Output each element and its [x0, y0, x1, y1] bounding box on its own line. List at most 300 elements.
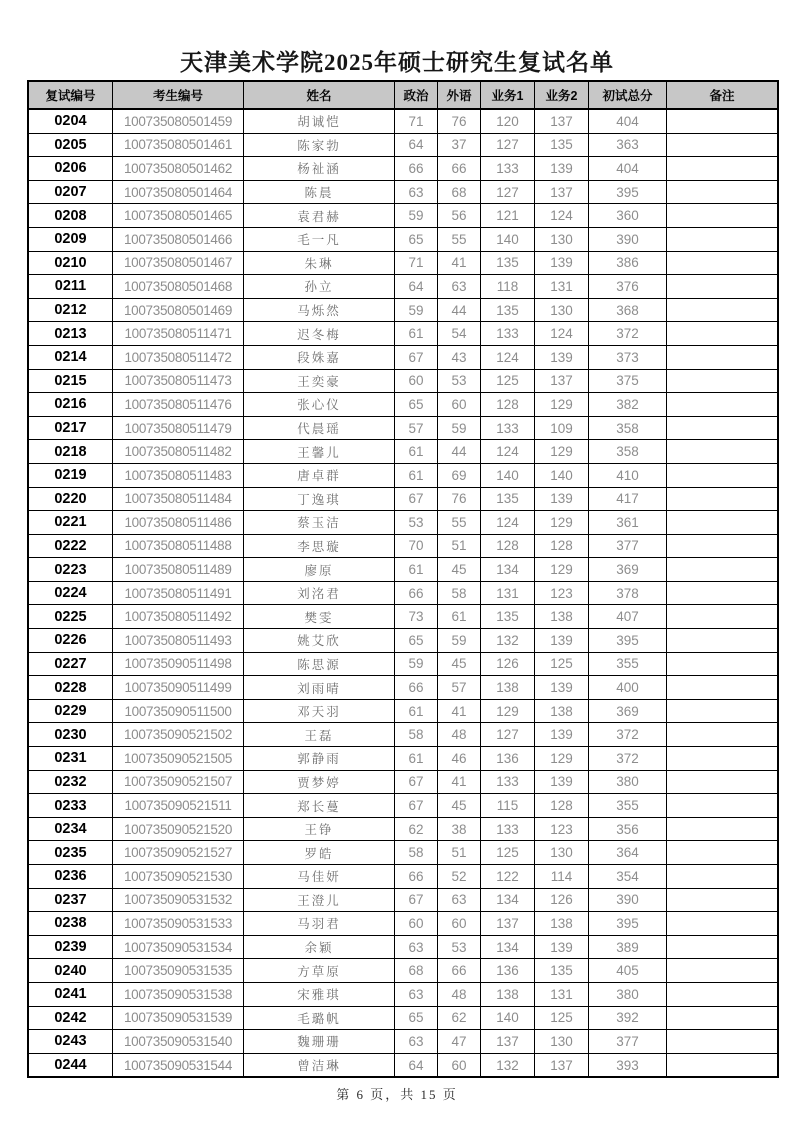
cell-politics: 61: [395, 699, 438, 723]
page-title: 天津美术学院2025年硕士研究生复试名单: [180, 50, 614, 75]
cell-total-score: 389: [589, 935, 667, 959]
cell-fushi-no: 0222: [28, 534, 113, 558]
cell-name: 陈家勃: [244, 133, 395, 157]
cell-remark: [667, 747, 779, 771]
cell-total-score: 355: [589, 794, 667, 818]
cell-politics: 66: [395, 157, 438, 181]
cell-remark: [667, 794, 779, 818]
cell-politics: 63: [395, 1030, 438, 1054]
cell-major2: 139: [535, 157, 589, 181]
cell-kaosheng-no: 100735090531534: [113, 935, 244, 959]
cell-total-score: 390: [589, 227, 667, 251]
cell-fushi-no: 0230: [28, 723, 113, 747]
cell-remark: [667, 629, 779, 653]
cell-major2: 129: [535, 393, 589, 417]
cell-name: 曾洁琳: [244, 1053, 395, 1077]
cell-total-score: 354: [589, 865, 667, 889]
column-header-total-score: 初试总分: [589, 81, 667, 109]
cell-major1: 134: [481, 888, 535, 912]
table-row: [28, 440, 778, 464]
cell-foreign-language: 53: [438, 935, 481, 959]
cell-remark: [667, 109, 779, 133]
cell-remark: [667, 157, 779, 181]
table-row: [28, 322, 778, 346]
cell-politics: 73: [395, 605, 438, 629]
cell-name: 王磊: [244, 723, 395, 747]
cell-major1: 132: [481, 629, 535, 653]
table-header: [28, 81, 778, 109]
table-row: [28, 463, 778, 487]
cell-major1: 125: [481, 369, 535, 393]
cell-major2: 124: [535, 204, 589, 228]
cell-foreign-language: 69: [438, 463, 481, 487]
cell-major1: 136: [481, 747, 535, 771]
cell-foreign-language: 55: [438, 227, 481, 251]
cell-name: 马烁然: [244, 298, 395, 322]
cell-fushi-no: 0225: [28, 605, 113, 629]
table-row: [28, 1030, 778, 1054]
cell-total-score: 404: [589, 157, 667, 181]
cell-kaosheng-no: 100735090521502: [113, 723, 244, 747]
cell-kaosheng-no: 100735080511483: [113, 463, 244, 487]
table-row: [28, 935, 778, 959]
cell-remark: [667, 581, 779, 605]
cell-politics: 59: [395, 652, 438, 676]
cell-fushi-no: 0229: [28, 699, 113, 723]
cell-total-score: 373: [589, 345, 667, 369]
cell-major1: 126: [481, 652, 535, 676]
cell-fushi-no: 0205: [28, 133, 113, 157]
cell-remark: [667, 982, 779, 1006]
table-row: [28, 1006, 778, 1030]
cell-fushi-no: 0228: [28, 676, 113, 700]
cell-kaosheng-no: 100735090521507: [113, 770, 244, 794]
cell-major2: 139: [535, 251, 589, 275]
cell-politics: 64: [395, 1053, 438, 1077]
cell-politics: 68: [395, 959, 438, 983]
table-row: [28, 982, 778, 1006]
cell-kaosheng-no: 100735080511492: [113, 605, 244, 629]
cell-politics: 61: [395, 440, 438, 464]
cell-major2: 139: [535, 723, 589, 747]
cell-major1: 135: [481, 251, 535, 275]
table-body: [28, 109, 778, 1077]
cell-fushi-no: 0204: [28, 109, 113, 133]
cell-total-score: 395: [589, 629, 667, 653]
page-footer: 第 6 页，共 15 页: [336, 1087, 458, 1102]
cell-major1: 120: [481, 109, 535, 133]
cell-kaosheng-no: 100735080511479: [113, 416, 244, 440]
cell-kaosheng-no: 100735090511499: [113, 676, 244, 700]
cell-major1: 135: [481, 605, 535, 629]
cell-fushi-no: 0226: [28, 629, 113, 653]
cell-name: 姚艾欣: [244, 629, 395, 653]
cell-politics: 64: [395, 133, 438, 157]
cell-politics: 65: [395, 227, 438, 251]
table-row: [28, 180, 778, 204]
cell-fushi-no: 0221: [28, 511, 113, 535]
cell-fushi-no: 0235: [28, 841, 113, 865]
cell-kaosheng-no: 100735080501459: [113, 109, 244, 133]
table-row: [28, 416, 778, 440]
cell-total-score: 358: [589, 440, 667, 464]
cell-fushi-no: 0240: [28, 959, 113, 983]
cell-remark: [667, 298, 779, 322]
cell-remark: [667, 416, 779, 440]
cell-name: 陈晨: [244, 180, 395, 204]
cell-major1: 124: [481, 511, 535, 535]
table-row: [28, 275, 778, 299]
column-header-major1: 业务1: [481, 81, 535, 109]
cell-remark: [667, 817, 779, 841]
cell-major2: 139: [535, 487, 589, 511]
cell-politics: 63: [395, 982, 438, 1006]
cell-remark: [667, 275, 779, 299]
table-row: [28, 133, 778, 157]
cell-politics: 60: [395, 369, 438, 393]
column-header-politics: 政治: [395, 81, 438, 109]
cell-kaosheng-no: 100735090531533: [113, 912, 244, 936]
cell-politics: 67: [395, 770, 438, 794]
cell-remark: [667, 322, 779, 346]
table-row: [28, 251, 778, 275]
cell-politics: 66: [395, 581, 438, 605]
cell-kaosheng-no: 100735090521505: [113, 747, 244, 771]
cell-name: 唐卓群: [244, 463, 395, 487]
cell-total-score: 395: [589, 180, 667, 204]
cell-foreign-language: 54: [438, 322, 481, 346]
column-header-fushi-no: 复试编号: [28, 81, 113, 109]
cell-remark: [667, 440, 779, 464]
cell-kaosheng-no: 100735090521511: [113, 794, 244, 818]
cell-remark: [667, 534, 779, 558]
cell-fushi-no: 0242: [28, 1006, 113, 1030]
cell-fushi-no: 0233: [28, 794, 113, 818]
cell-major2: 131: [535, 982, 589, 1006]
cell-major2: 139: [535, 770, 589, 794]
cell-major2: 139: [535, 935, 589, 959]
cell-total-score: 372: [589, 723, 667, 747]
cell-total-score: 400: [589, 676, 667, 700]
cell-remark: [667, 487, 779, 511]
cell-fushi-no: 0224: [28, 581, 113, 605]
cell-total-score: 360: [589, 204, 667, 228]
cell-remark: [667, 912, 779, 936]
cell-name: 胡诚恺: [244, 109, 395, 133]
cell-fushi-no: 0218: [28, 440, 113, 464]
cell-foreign-language: 46: [438, 747, 481, 771]
cell-name: 刘雨晴: [244, 676, 395, 700]
cell-politics: 67: [395, 345, 438, 369]
cell-foreign-language: 41: [438, 770, 481, 794]
cell-fushi-no: 0208: [28, 204, 113, 228]
cell-major1: 136: [481, 959, 535, 983]
cell-politics: 66: [395, 865, 438, 889]
cell-foreign-language: 55: [438, 511, 481, 535]
cell-name: 罗皓: [244, 841, 395, 865]
cell-remark: [667, 180, 779, 204]
cell-major2: 139: [535, 345, 589, 369]
cell-politics: 53: [395, 511, 438, 535]
table-row: [28, 487, 778, 511]
cell-fushi-no: 0227: [28, 652, 113, 676]
cell-remark: [667, 133, 779, 157]
cell-major1: 132: [481, 1053, 535, 1077]
table-row: [28, 1053, 778, 1077]
cell-total-score: 356: [589, 817, 667, 841]
cell-total-score: 405: [589, 959, 667, 983]
cell-politics: 60: [395, 912, 438, 936]
cell-politics: 59: [395, 204, 438, 228]
cell-major2: 129: [535, 440, 589, 464]
column-header-major2: 业务2: [535, 81, 589, 109]
table-row: [28, 345, 778, 369]
cell-total-score: 363: [589, 133, 667, 157]
cell-politics: 67: [395, 487, 438, 511]
cell-kaosheng-no: 100735080501468: [113, 275, 244, 299]
cell-remark: [667, 558, 779, 582]
cell-foreign-language: 61: [438, 605, 481, 629]
cell-total-score: 386: [589, 251, 667, 275]
cell-total-score: 372: [589, 322, 667, 346]
cell-major2: 130: [535, 841, 589, 865]
cell-politics: 66: [395, 676, 438, 700]
cell-total-score: 380: [589, 982, 667, 1006]
cell-name: 王馨儿: [244, 440, 395, 464]
cell-remark: [667, 251, 779, 275]
cell-kaosheng-no: 100735080511486: [113, 511, 244, 535]
cell-fushi-no: 0241: [28, 982, 113, 1006]
cell-remark: [667, 1006, 779, 1030]
cell-name: 樊雯: [244, 605, 395, 629]
cell-total-score: 372: [589, 747, 667, 771]
cell-major2: 139: [535, 676, 589, 700]
cell-major2: 139: [535, 629, 589, 653]
cell-fushi-no: 0234: [28, 817, 113, 841]
cell-fushi-no: 0244: [28, 1053, 113, 1077]
cell-remark: [667, 1053, 779, 1077]
cell-kaosheng-no: 100735090521520: [113, 817, 244, 841]
cell-major1: 133: [481, 157, 535, 181]
cell-kaosheng-no: 100735080501462: [113, 157, 244, 181]
cell-politics: 67: [395, 794, 438, 818]
cell-fushi-no: 0207: [28, 180, 113, 204]
cell-major1: 124: [481, 345, 535, 369]
cell-major1: 128: [481, 393, 535, 417]
column-header-name: 姓名: [244, 81, 395, 109]
cell-foreign-language: 68: [438, 180, 481, 204]
cell-total-score: 369: [589, 699, 667, 723]
table-row: [28, 157, 778, 181]
cell-politics: 65: [395, 393, 438, 417]
cell-remark: [667, 770, 779, 794]
cell-foreign-language: 59: [438, 629, 481, 653]
cell-foreign-language: 76: [438, 109, 481, 133]
cell-major1: 133: [481, 770, 535, 794]
cell-major1: 137: [481, 912, 535, 936]
cell-major2: 137: [535, 1053, 589, 1077]
cell-name: 袁君赫: [244, 204, 395, 228]
cell-remark: [667, 888, 779, 912]
cell-kaosheng-no: 100735090531539: [113, 1006, 244, 1030]
cell-major1: 133: [481, 817, 535, 841]
cell-foreign-language: 43: [438, 345, 481, 369]
cell-fushi-no: 0212: [28, 298, 113, 322]
cell-major2: 137: [535, 180, 589, 204]
cell-major2: 135: [535, 133, 589, 157]
table-row: [28, 676, 778, 700]
cell-name: 陈思源: [244, 652, 395, 676]
cell-total-score: 368: [589, 298, 667, 322]
cell-kaosheng-no: 100735080501461: [113, 133, 244, 157]
table-row: [28, 204, 778, 228]
cell-foreign-language: 58: [438, 581, 481, 605]
cell-name: 蔡玉洁: [244, 511, 395, 535]
cell-name: 毛璐帆: [244, 1006, 395, 1030]
cell-fushi-no: 0214: [28, 345, 113, 369]
cell-kaosheng-no: 100735080501465: [113, 204, 244, 228]
cell-name: 朱琳: [244, 251, 395, 275]
cell-politics: 58: [395, 723, 438, 747]
cell-fushi-no: 0237: [28, 888, 113, 912]
cell-foreign-language: 66: [438, 959, 481, 983]
roster-table: [27, 80, 779, 1078]
cell-kaosheng-no: 100735080501464: [113, 180, 244, 204]
cell-major1: 140: [481, 463, 535, 487]
cell-kaosheng-no: 100735080511488: [113, 534, 244, 558]
cell-foreign-language: 41: [438, 699, 481, 723]
cell-fushi-no: 0217: [28, 416, 113, 440]
cell-total-score: 407: [589, 605, 667, 629]
cell-foreign-language: 37: [438, 133, 481, 157]
cell-major2: 137: [535, 369, 589, 393]
cell-total-score: 390: [589, 888, 667, 912]
column-header-remark: 备注: [667, 81, 779, 109]
cell-major1: 118: [481, 275, 535, 299]
cell-major2: 131: [535, 275, 589, 299]
cell-major2: 125: [535, 1006, 589, 1030]
cell-foreign-language: 41: [438, 251, 481, 275]
cell-major1: 127: [481, 180, 535, 204]
cell-major1: 140: [481, 227, 535, 251]
cell-kaosheng-no: 100735090531532: [113, 888, 244, 912]
cell-major2: 138: [535, 912, 589, 936]
cell-kaosheng-no: 100735090531540: [113, 1030, 244, 1054]
cell-fushi-no: 0220: [28, 487, 113, 511]
cell-foreign-language: 76: [438, 487, 481, 511]
cell-remark: [667, 369, 779, 393]
cell-kaosheng-no: 100735080511476: [113, 393, 244, 417]
cell-fushi-no: 0206: [28, 157, 113, 181]
cell-name: 迟冬梅: [244, 322, 395, 346]
cell-total-score: 377: [589, 534, 667, 558]
cell-major1: 131: [481, 581, 535, 605]
cell-major1: 133: [481, 416, 535, 440]
cell-fushi-no: 0238: [28, 912, 113, 936]
cell-total-score: 378: [589, 581, 667, 605]
cell-foreign-language: 57: [438, 676, 481, 700]
cell-foreign-language: 56: [438, 204, 481, 228]
cell-major2: 129: [535, 558, 589, 582]
cell-politics: 58: [395, 841, 438, 865]
cell-remark: [667, 393, 779, 417]
cell-major1: 135: [481, 298, 535, 322]
table-row: [28, 817, 778, 841]
cell-remark: [667, 652, 779, 676]
cell-major1: 125: [481, 841, 535, 865]
cell-kaosheng-no: 100735080501469: [113, 298, 244, 322]
cell-major2: 140: [535, 463, 589, 487]
cell-fushi-no: 0232: [28, 770, 113, 794]
table-row: [28, 652, 778, 676]
cell-name: 丁逸琪: [244, 487, 395, 511]
cell-major1: 128: [481, 534, 535, 558]
cell-major2: 130: [535, 1030, 589, 1054]
cell-total-score: 369: [589, 558, 667, 582]
cell-kaosheng-no: 100735090531535: [113, 959, 244, 983]
cell-politics: 61: [395, 322, 438, 346]
cell-remark: [667, 865, 779, 889]
cell-major2: 123: [535, 581, 589, 605]
cell-name: 刘洺君: [244, 581, 395, 605]
cell-politics: 71: [395, 251, 438, 275]
cell-major2: 114: [535, 865, 589, 889]
table-row: [28, 770, 778, 794]
cell-politics: 59: [395, 298, 438, 322]
table-row: [28, 511, 778, 535]
cell-kaosheng-no: 100735090521527: [113, 841, 244, 865]
cell-name: 王澄儿: [244, 888, 395, 912]
cell-fushi-no: 0231: [28, 747, 113, 771]
cell-fushi-no: 0236: [28, 865, 113, 889]
cell-remark: [667, 959, 779, 983]
cell-remark: [667, 935, 779, 959]
cell-kaosheng-no: 100735080511491: [113, 581, 244, 605]
table-row: [28, 558, 778, 582]
cell-politics: 65: [395, 629, 438, 653]
cell-name: 马羽君: [244, 912, 395, 936]
table-row: [28, 723, 778, 747]
cell-foreign-language: 66: [438, 157, 481, 181]
cell-kaosheng-no: 100735080501467: [113, 251, 244, 275]
cell-fushi-no: 0239: [28, 935, 113, 959]
cell-fushi-no: 0211: [28, 275, 113, 299]
table-row: [28, 747, 778, 771]
cell-name: 方草原: [244, 959, 395, 983]
cell-major1: 124: [481, 440, 535, 464]
cell-politics: 71: [395, 109, 438, 133]
cell-foreign-language: 45: [438, 652, 481, 676]
cell-major2: 130: [535, 227, 589, 251]
cell-name: 郭静雨: [244, 747, 395, 771]
cell-major2: 125: [535, 652, 589, 676]
cell-major1: 122: [481, 865, 535, 889]
cell-fushi-no: 0243: [28, 1030, 113, 1054]
table-row: [28, 699, 778, 723]
cell-remark: [667, 676, 779, 700]
cell-remark: [667, 204, 779, 228]
cell-major2: 109: [535, 416, 589, 440]
cell-name: 王铮: [244, 817, 395, 841]
cell-total-score: 395: [589, 912, 667, 936]
cell-name: 宋雅琪: [244, 982, 395, 1006]
cell-major2: 137: [535, 109, 589, 133]
cell-politics: 57: [395, 416, 438, 440]
cell-name: 马佳妍: [244, 865, 395, 889]
cell-name: 毛一凡: [244, 227, 395, 251]
cell-total-score: 392: [589, 1006, 667, 1030]
cell-foreign-language: 51: [438, 841, 481, 865]
